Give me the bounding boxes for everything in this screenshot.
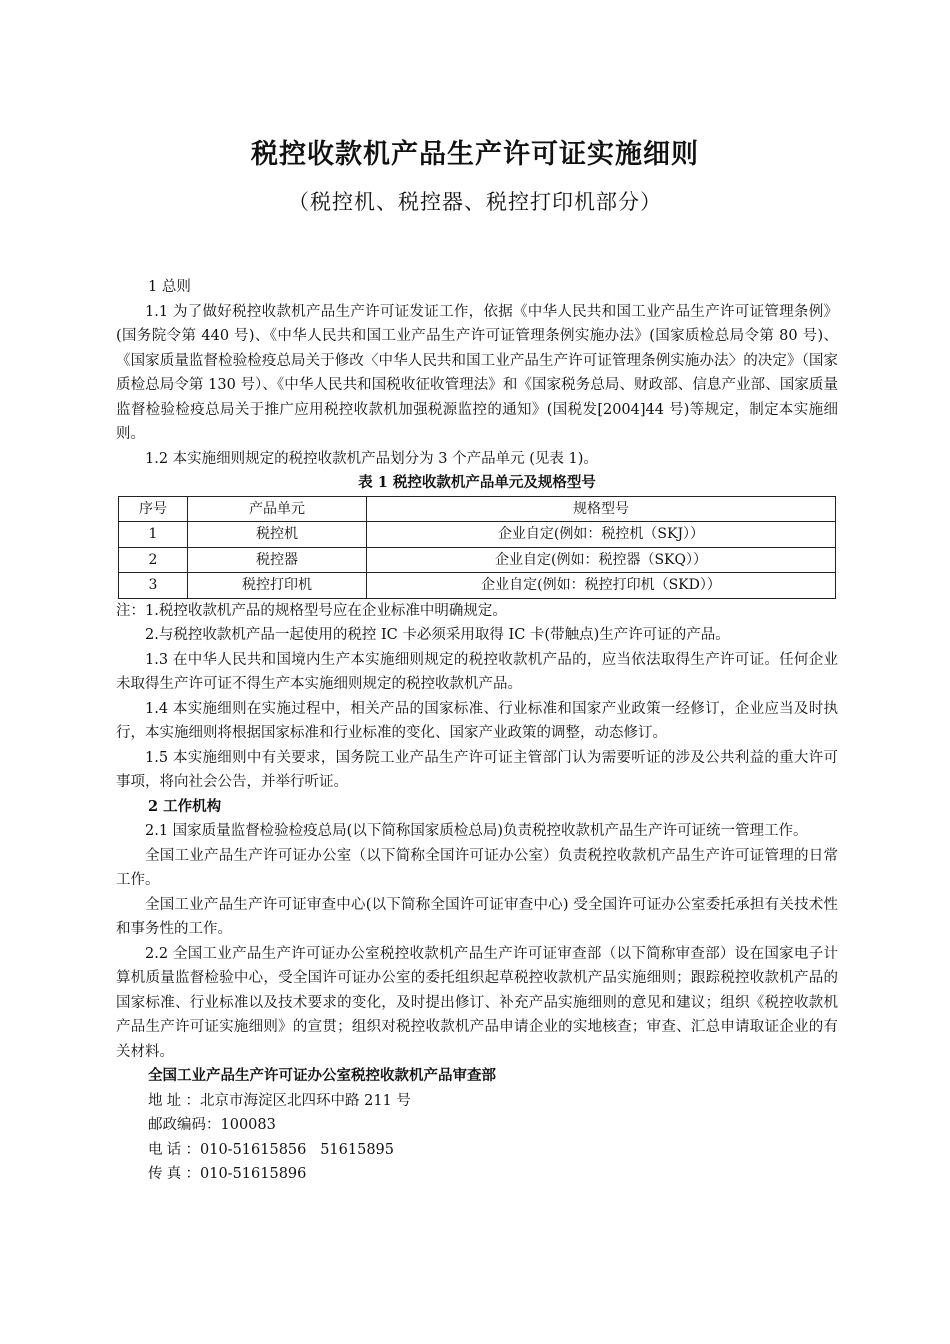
- paragraph-2-1-office: 全国工业产品生产许可证办公室（以下简称全国许可证办公室）负责税控收款机产品生产许可证管理的日常工作。: [116, 847, 838, 888]
- table-cell: 1: [119, 522, 188, 548]
- phone-value: 010-51615856 51615895: [200, 1141, 395, 1158]
- table-header-cell: 序号: [119, 496, 188, 522]
- paragraph-2-2: 2.2 全国工业产品生产许可证办公室税控收款机产品生产许可证审查部（以下简称审查部）设在国家电子计算机质量监督检验中心，受全国许可证办公室的委托组织起草税控收款机产品实施细则；跟踪税控收款机产品的国家标准、行业标准以及技术要求的变化，及时提出修订、补充产品实施细则的意见和建议；组织《税控收款机产品生产许可证实施细则》的宣贯；组织对税控收款机产品申请企业的实地核查；审查、汇总申请取证企业的有关材料。: [116, 945, 838, 1060]
- phone-label: 电话：: [148, 1141, 200, 1158]
- address-label: 地址：: [148, 1092, 200, 1109]
- section-heading-general: 1 总则: [148, 279, 191, 295]
- contact-address: [116, 1089, 838, 1114]
- paragraph-2-1-center: 全国工业产品生产许可证审查中心(以下简称全国许可证审查中心) 受全国许可证办公室委托承担有关技术性和事务性的工作。: [116, 896, 838, 937]
- table-cell: 企业自定(例如：税控打印机（SKD））: [367, 573, 836, 599]
- table-cell: 企业自定(例如：税控机（SKJ））: [367, 522, 836, 548]
- postcode-value: 100083: [220, 1117, 276, 1133]
- table-row: [119, 547, 836, 573]
- table-row: [119, 522, 836, 548]
- paragraph-1-3: 1.3 在中华人民共和国境内生产本实施细则规定的税控收款机产品的，应当依法取得生产许可证。任何企业未取得生产许可证不得生产本实施细则规定的税控收款机产品。: [116, 651, 838, 692]
- paragraph-1-4: 1.4 本实施细则在实施过程中，相关产品的国家标准、行业标准和国家产业政策一经修订，企业应当及时执行，本实施细则将根据国家标准和行业标准的变化、国家产业政策的调整，动态修订。: [116, 700, 838, 741]
- document-title: 税控收款机产品生产许可证实施细则: [251, 139, 699, 170]
- paragraph-1-2: 1.2 本实施细则规定的税控收款机产品划分为 3 个产品单元 (见表 1)。: [145, 450, 598, 467]
- document-subtitle: （税控机、税控器、税控打印机部分）: [288, 190, 662, 214]
- contact-postcode: [116, 1113, 838, 1138]
- table-header-row: [119, 496, 836, 522]
- product-unit-table: [118, 496, 836, 599]
- paragraph-1-5: 1.5 本实施细则中有关要求，国务院工业产品生产许可证主管部门认为需要听证的涉及公共利益的重大许可事项，将向社会公告，并举行听证。: [116, 749, 838, 790]
- document-body: [116, 275, 838, 1187]
- contact-fax: [116, 1162, 838, 1187]
- table-header-cell: 规格型号: [367, 496, 836, 522]
- table-cell: 税控打印机: [188, 573, 367, 599]
- postcode-label: 邮政编码：: [148, 1117, 221, 1133]
- table-cell: 企业自定(例如：税控器（SKQ））: [367, 547, 836, 573]
- table-note-1: 注：1.税控收款机产品的规格型号应在企业标准中明确规定。: [116, 602, 507, 619]
- table-cell: 2: [119, 547, 188, 573]
- table-cell: 税控器: [188, 547, 367, 573]
- table-cell: 3: [119, 573, 188, 599]
- contact-org-name: 全国工业产品生产许可证办公室税控收款机产品审查部: [148, 1067, 496, 1084]
- fax-label: 传真：: [148, 1166, 200, 1182]
- paragraph-1-1: 1.1 为了做好税控收款机产品生产许可证发证工作，依据《中华人民共和国工业产品生产许可证管理条例》(国务院令第 440 号)、《中华人民共和国工业产品生产许可证管理条例实施办法》(国家质检总局令第 80 号)、《国家质量监督检验检疫总局关于修改〈中华人民共和国工业产品生产许可证管理条例实施办法〉的决定》（国家质检总局令第 130 号）、《中华人民共和国税收征收管理法》和《国家税务总局、财政部、信息产业部、国家质量监督检验检疫总局关于推广应用税控收款机加强税源监控的通知》(国税发[2004]44 号)等规定，制定本实施细则。: [116, 303, 838, 442]
- table-note-2: 2.与税控收款机产品一起使用的税控 IC 卡必须采用取得 IC 卡(带触点)生产许可证的产品。: [145, 627, 730, 643]
- table-caption: 表 1 税控收款机产品单元及规格型号: [358, 474, 596, 491]
- fax-value: 010-51615896: [200, 1166, 307, 1182]
- table-header-cell: 产品单元: [188, 496, 367, 522]
- paragraph-2-1: 2.1 国家质量监督检验检疫总局(以下简称国家质检总局)负责税控收款机产品生产许可证统一管理工作。: [145, 823, 808, 839]
- section-heading-agencies: 2 工作机构: [148, 797, 222, 815]
- table-cell: 税控机: [188, 522, 367, 548]
- contact-phone: [116, 1138, 838, 1163]
- table-row: [119, 573, 836, 599]
- address-value: 北京市海淀区北四环中路 211 号: [200, 1092, 411, 1109]
